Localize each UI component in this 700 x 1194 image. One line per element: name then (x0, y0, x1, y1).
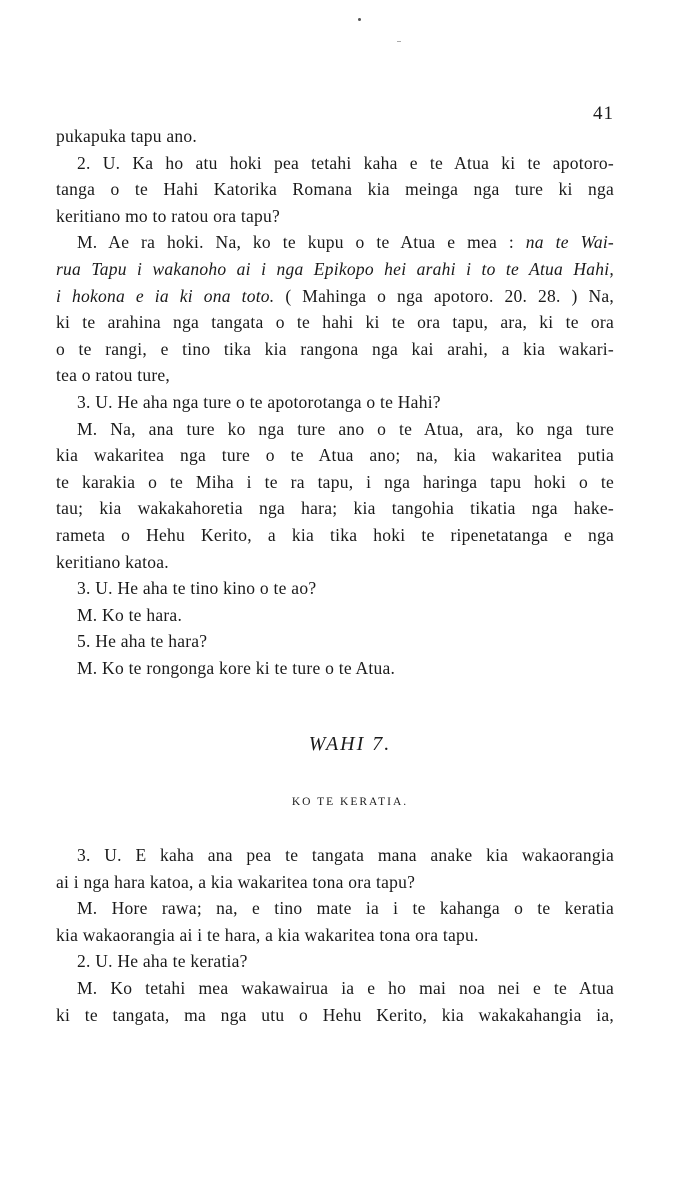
text-line: M. Hore rawa; na, e tino mate ia i te kahanga o te keratia (77, 898, 614, 919)
text-line: M. Ko te rongonga kore ki te ture o te Atua. (77, 657, 396, 678)
text-line (56, 256, 614, 283)
page-number: 41 (593, 103, 614, 124)
catechism-text-block-2 (56, 842, 614, 1028)
text-line: rameta o Hehu Kerito, a kia tika hoki te ripenetatanga e nga (56, 524, 614, 545)
text-line: 3. U. He aha nga ture o te apotorotanga o te Hahi? (77, 391, 441, 412)
text-line: tanga o te Hahi Katorika Romana kia meinga nga ture ki nga (56, 179, 614, 200)
text-line: 2. U. Ka ho atu hoki pea tetahi kaha e te Atua ki te apotoro- (77, 152, 614, 173)
text-line: ai i nga hara katoa, a kia wakaritea tona ora tapu? (56, 871, 416, 892)
section-subheading: KO TE KERATIA. (291, 796, 409, 808)
text-line: 3. U. He aha te tino kino o te ao? (77, 578, 317, 599)
text-line (56, 283, 614, 310)
scripture-quote: na te Wai- (525, 232, 615, 253)
text-line: keritiano katoa. (56, 551, 169, 572)
text-line: keritiano mo to ratou ora tapu? (56, 205, 280, 226)
text-line: o te rangi, e tino tika kia rangona nga kai arahi, a kia wakari- (56, 338, 614, 359)
text-line: tea o ratou ture, (56, 365, 171, 386)
text-line: te karakia o te Miha i te ra tapu, i nga haringa tapu hoki o te (56, 471, 614, 492)
text-line: tau; kia wakakahoretia nga hara; kia tangohia tikatia nga hake- (56, 498, 614, 519)
paper-speck (397, 41, 401, 42)
text-segment: M. Ae ra hoki. Na, ko te kupu o te Atua e mea : (77, 232, 514, 253)
scripture-quote: rua Tapu i wakanoho ai i nga Epikopo hei arahi i to te Atua Hahi, (56, 258, 614, 279)
text-line: pukapuka tapu ano. (56, 126, 198, 146)
text-line: 2. U. He aha te keratia? (77, 951, 248, 972)
printer-mark (358, 18, 361, 21)
scripture-reference: ( Mahinga o nga apotoro. 20. 28. ) Na, (285, 285, 614, 306)
text-line: M. Ko te hara. (77, 604, 183, 625)
scripture-quote: i hokona e ia ki ona toto. (56, 285, 275, 306)
section-heading: WAHI 7. (308, 733, 392, 755)
text-line: 3. U. E kaha ana pea te tangata mana anake kia wakaorangia (77, 845, 614, 865)
text-line: M. Na, ana ture ko nga ture ano o te Atua, ara, ko nga ture (77, 418, 614, 439)
text-line: 5. He aha te hara? (77, 631, 208, 652)
text-line: ki te arahina nga tangata o te hahi ki te ora tapu, ara, ki te ora (56, 312, 614, 333)
text-line: M. Ko tetahi mea wakawairua ia e ho mai noa nei e te Atua (77, 977, 614, 998)
text-line: kia wakaorangia ai i te hara, a kia wakaritea tona ora tapu. (56, 924, 479, 945)
text-line (56, 229, 614, 256)
text-line: ki te tangata, ma nga utu o Hehu Kerito, kia wakakahangia ia, (56, 1004, 614, 1025)
text-line: kia wakaritea nga ture o te Atua ano; na, kia wakaritea putia (56, 445, 614, 466)
catechism-text-block-1 (56, 123, 614, 681)
